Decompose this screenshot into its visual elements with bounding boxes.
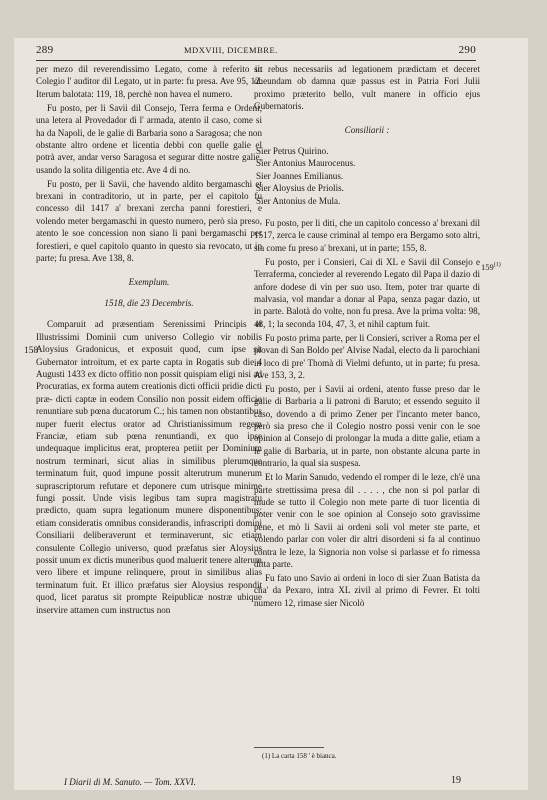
left-column — [36, 63, 262, 618]
margin-number: 159 — [481, 262, 494, 272]
margin-page-number: 158 — [24, 346, 39, 356]
page-number-right: 290 — [458, 44, 476, 56]
date-heading: 1518, die 23 Decembris. — [104, 297, 194, 308]
header-rule — [36, 60, 476, 61]
paragraph: sit rebus necessariis ad legationem prædictam et deceret oheundam ob damna quæ passus est in Patria Fori Julii proximo præterito bello, vult manere in officio ejus Gubernatoris. — [254, 64, 480, 112]
section-heading: Exemplum. — [128, 276, 170, 287]
margin-page-number — [481, 262, 501, 272]
paragraph: Fu fato uno Savio ai ordeni in loco di sier Zuan Batista da cha' da Pexaro, intra XL zivil al primo di Fevrer. Et tolti numero 12, rimase sier Nicolò — [254, 572, 480, 608]
footnote-marker: (1) — [493, 262, 501, 269]
list-item: Sier Joannes Emilianus. — [256, 170, 344, 181]
list-item: Sier Antonius Maurocenus. — [256, 158, 356, 169]
paragraph: Fu posto, per li diti, che un capitolo concesso a' brexani dil 1517, zerca le cause criminal al tempo era Bergamo soto altri, sia come fu preso a' brexani, ut in parte; 155, 8. — [254, 218, 480, 253]
senator-list — [254, 145, 480, 207]
paragraph: Fu posto, per i Savii ai ordeni, atento fusse preso dar le galie di Barbaria a li patroni di Baruto; et essendo seguito il caso, dovendo a di primo Zener per l'incanto meter banco, però sia preso che il Colegio nostro possi venir con le soe opinion al Consejo di prolongar la muda a ditte galie, etiam a le galie di Barbaria, ut in parte, non obstante alcuna parte in contrario, la qual sia suspesa. — [254, 383, 480, 469]
paragraph: Fu posto, per i Consieri, Cai di XL e Savii dil Consejo e Terraferma, concieder al reverendo Legato dil Papa il dazio di anfore dodese di vin per suo uso. Item, poter trar quarte di malvasia, vol mandar a donar al Papa, senza pagar dazio, ut in parte. Balotà do volte, non fu presa. Ave la prima volta: 98, 48, 1; la seconda 104, 47, 3, et nihil captum fuit. — [254, 256, 480, 329]
page-number-left: 289 — [36, 44, 54, 56]
footnote: (1) La carta 158 ' è bianca. — [262, 752, 337, 760]
list-item: Sier Aloysius de Priolis. — [256, 183, 344, 194]
signature-number: 19 — [451, 775, 461, 786]
section-heading: Consiliarii : — [344, 124, 390, 135]
list-item: Sier Petrus Quirino. — [256, 146, 329, 157]
paragraph: Comparuit ad præsentiam Serenissimi Principis et Illustrissimi Dominii cum universo Collegio vir nobilis Aloysius Gradonicus, et exposuit quod, cum ipse sit Gubernator introitum, et ex parte capta in Rogatis sub die 4 Augusti 1433 ex dicto offitio non possit quispiam eligi nisi ad Procuratias, ex forma autem creationis dicti officii pridie dicti præ- dicti captæ in eodem Consilio non possit eidem officio renuntiare sub pœna ducatorum C.; his tamen non obstantibus nuper fuerit electus orator ad Christianissimum regem Franciæ, etiam sub pœna renuntiandi, ex quo ipse undequaque implicitus erat, propterea petiit per Dominium nostrum terminari, sicut alias in similibus plerumque terminatum fuit, quod impune possit alterutrum munerum suprascriptorum refutare et deponere cum utrisque minime fungi possit. Unde visis legibus tam supra magistratu prædicto, quam supra legationum munere disponentibus; etiam consideratis omnibus considerandis, infrascripti domini Consiliarii deliberaverunt et terminaverunt, sic etiam consulente Collegio universo, quod præfatus sier Aloysius possit unum ex dictis muneribus quod maluerit tenere alterum vero libere et impune relinquere, prout in similibus alias terminatum fuit. Et illico præfatus sier Aloysius respondit quod, licet paratus sit prompte Reipublicæ nostræ ubique inservire attamen cum instructus non — [36, 319, 262, 615]
footer-citation: I Diarii di M. Sanuto. — Tom. XXVI. — [64, 777, 196, 787]
paragraph: Fu posto prima parte, per li Consieri, scriver a Roma per el piovan di San Boldo per' Alvise Nadal, electo da li parochiani in loco di pre' Thomà di Vielmi defunto, ut in parte; fu presa. Ave 153, 3, 2. — [254, 332, 480, 380]
footnote-rule — [254, 747, 324, 748]
running-header — [36, 44, 476, 58]
paragraph: per mezo dil reverendissimo Legato, come à referito in Colegio l' auditor dil Legato, ut in parte: fu presa. Ave 95, 12. Iterum balotata: 119, 18, perchè non havea el numero. — [36, 64, 262, 99]
paragraph: Fu posto, per li Savii dil Consejo, Terra ferma e Ordeni, una letera al Provedador di l' armada, atento il caso, come si ha da Napoli, de le galie di Barbaria sono a Saragosa; che non obstante altro ordene et licentia debbi con quelle galie el potrà aver, andar verso Saragosa et segurar ditte nostre galie, usando la solita diligentia etc. Ave 4 di no. — [36, 102, 262, 175]
running-title: MDXVIII, DICEMBRE. — [184, 45, 278, 55]
paragraph: Fu posto, per li Savii, che havendo aldito bergamaschi et brexani in contraditorio, ut in parte, per el capitolo fu concesso dil 1417 a' brexani zercha panni forestieri, e volendo meter bergamaschi in questo numero, però sia preso, atento le soe concession non siano li pani bergamaschi per forestieri, e quel capitolo quanto in questo sia revocato, ut in parte; fu presa. Ave 138, 8. — [36, 178, 262, 264]
paragraph: Et lo Marin Sanudo, vedendo el romper di le leze, ch'è una parte strettissima presa dil . . . . , che non si pol parlar di mude se tutto il Colegio non mete parte di tuor licentia di poter venir con le soe opinion al Consejo soto gravissime pene, et mò li Savii ai ordeni soli vol meter ste parte, et volendo parlar con voler dir altri disordeni si fa al continuo contra le leze, la Signoria non volse si parlasse et fo rimessa ditta parte. — [254, 472, 480, 570]
right-column — [254, 63, 480, 611]
list-item: Sier Antonius de Mula. — [256, 195, 341, 206]
